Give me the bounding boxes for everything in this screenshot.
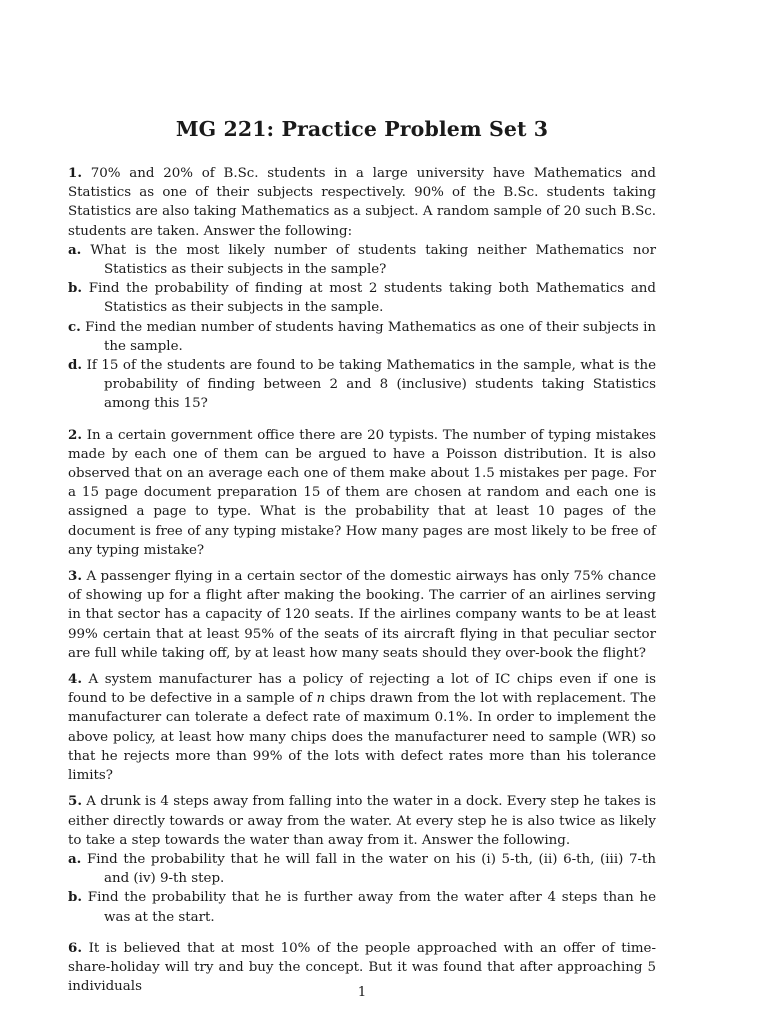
problem-text-before: A system manufacturer has a policy of rejecting a lot of IC chips even if one is found to be defective in a sample of xyxy=(68,672,656,707)
problem-1-part-d xyxy=(68,356,656,414)
problem-number: 1. xyxy=(68,165,82,181)
part-label: b. xyxy=(68,280,83,297)
spacer xyxy=(68,927,656,939)
document-page xyxy=(68,0,656,1024)
problem-number: 4. xyxy=(68,671,82,688)
part-text: Find the probability that he is further away from the water after 4 steps than he was at the start. xyxy=(87,890,657,925)
problem-1-part-a xyxy=(68,241,656,279)
spacer xyxy=(68,414,656,426)
spacer xyxy=(68,663,656,670)
problem-5-part-b xyxy=(68,888,656,926)
part-text: What is the most likely number of students taking neither Mathematics nor Statistics as their subjects in the sample? xyxy=(90,242,656,278)
problem-number: 2. xyxy=(68,426,82,443)
problem-1-part-b xyxy=(68,279,656,317)
problem-1 xyxy=(68,164,656,241)
problem-text-after: chips drawn from the lot with replacement. The manufacturer can tolerate a defect rate of maximum 0.1%. In order to implement the above policy, at least how many chips does the manufacturer need to sample (WR) so that he rejects more than 99% of the lots with defect rates more than his tolerance limits? xyxy=(68,691,656,784)
document-body xyxy=(68,164,656,996)
part-label: a. xyxy=(68,241,82,258)
problem-text: In a certain government office there are 20 typists. The number of typing mistakes made by each one of them can be argued to have a Poisson distribution. It is also observed that on an average each one of them make about 1.5 mistakes per page. For a 15 page document preparation 15 of them are chosen at random and each one is assigned a page to type. What is the probability that at least 10 pages of the document is free of any typing mistake? How many pages are most likely to be free of any typing mistake? xyxy=(68,427,656,558)
math-variable: n xyxy=(316,691,326,707)
part-label: a. xyxy=(68,850,82,867)
problem-5 xyxy=(68,792,656,850)
page-number: 1 xyxy=(357,985,367,1000)
page-title: MG 221: Practice Problem Set 3 xyxy=(175,117,549,141)
problem-4 xyxy=(68,670,656,785)
problem-3 xyxy=(68,567,656,663)
part-text: If 15 of the students are found to be taking Mathematics in the sample, what is the probability of finding between 2 and 8 (inclusive) students taking Statistics among this 15? xyxy=(86,358,656,412)
problem-5-part-a xyxy=(68,850,656,888)
part-label: b. xyxy=(68,889,83,906)
problem-text: It is believed that at most 10% of the people approached with an offer of time-share-holiday will try and buy the concept. But it was found that after approaching 5 individuals xyxy=(68,940,657,995)
spacer xyxy=(68,560,656,567)
problem-text: A drunk is 4 steps away from falling into the water in a dock. Every step he takes is either directly towards or away from the water. At every step he is also twice as likely to take a step towards the water than away from it. Answer the following. xyxy=(68,794,656,848)
problem-number: 3. xyxy=(68,568,82,585)
problem-text: 70% and 20% of B.Sc. students in a large university have Mathematics and Statistics as one of their subjects respectively. 90% of the B.Sc. students taking Statistics are also taking Mathematics as a subject. A random sample of 20 such B.Sc. students are taken. Answer the following: xyxy=(68,166,656,239)
spacer xyxy=(68,785,656,792)
part-label: d. xyxy=(68,357,83,374)
problem-number: 6. xyxy=(68,939,82,956)
problem-2 xyxy=(68,426,656,560)
problem-number: 5. xyxy=(68,793,82,810)
part-label: c. xyxy=(68,318,81,335)
problem-1-part-c xyxy=(68,318,656,356)
problem-text: A passenger flying in a certain sector of the domestic airways has only 75% chance of showing up for a flight after making the booking. The carrier of an airlines serving in that sector has a capacity of 120 seats. If the airlines company wants to be at least 99% certain that at least 95% of the seats of its aircraft flying in that peculiar sector are full while taking off, by at least how many seats should they over-book the flight? xyxy=(68,569,656,661)
part-text: Find the probability of finding at most 2 students taking both Mathematics and Statistics as their subjects in the sample. xyxy=(88,281,656,316)
part-text: Find the median number of students having Mathematics as one of their subjects in the sample. xyxy=(85,319,656,354)
part-text: Find the probability that he will fall in the water on his (i) 5-th, (ii) 6-th, (iii) 7-th and (iv) 9-th step. xyxy=(86,851,656,887)
